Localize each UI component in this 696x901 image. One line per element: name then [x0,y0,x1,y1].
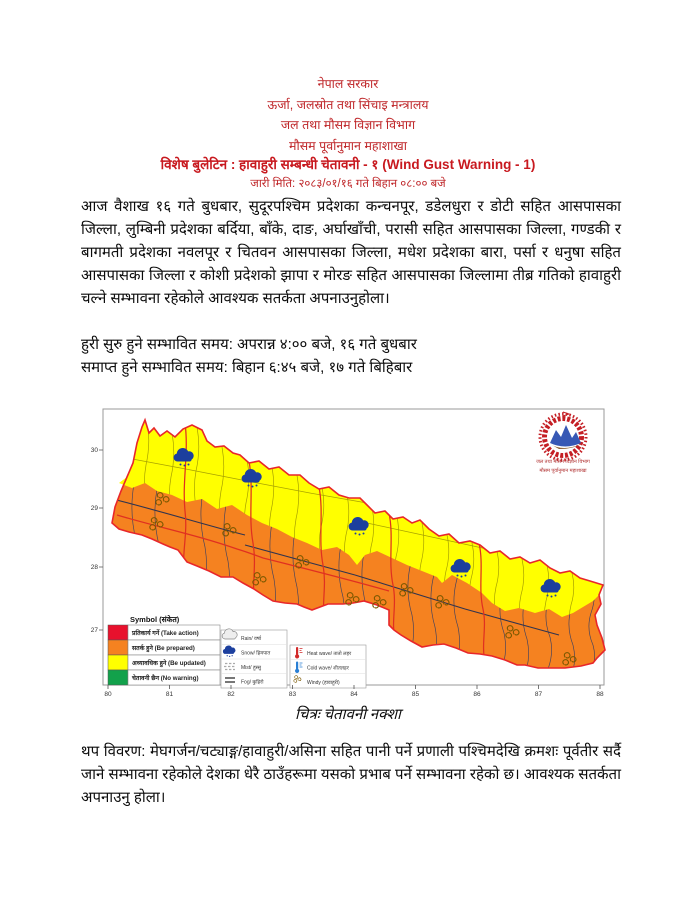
start-time-line: हुरी सुरु हुने सम्भावित समय: अपरान्न ४:०० बजे, १६ गते बुधबार [81,336,417,353]
svg-text:Windy (हावाहुरी): Windy (हावाहुरी) [307,680,340,686]
svg-text:Fog/ कुहिरो: Fog/ कुहिरो [241,679,264,686]
logo-text-line1: जल तथा मौसम विज्ञान विभाग [536,459,590,465]
x-tick-label: 83 [288,691,297,698]
x-tick-label: 82 [227,691,235,698]
svg-text:Snow/ हिमपात: Snow/ हिमपात [241,650,271,657]
x-tick-label: 88 [596,691,604,698]
org-name-division: मौसम पूर्वानुमान महाशाखा [288,138,407,153]
x-tick-label: 84 [350,691,358,698]
warning-paragraph: आज वैशाख १६ गते बुधबार, सुदूरपश्चिम प्रदेशका कन्चनपूर, डडेलधुरा र डोटी सहित आसपासका जिल्ला, लुम्बिनी प्रदेशका बर्दिया, बाँके, दाङ, अर्घाखाँची, परासी सहित आसपासका जिल्ला, गण्डकी र बागमती प्रदेशका नवलपूर र चितवन आसपासका जिल्ला, मधेश प्रदेशका बारा, पर्सा र धनुषा सहित आसपासका जिल्ला र कोशी प्रदेशको झापा र मोरङ सहित आसपासका जिल्लामा तीब्र गतिको हावाहुरी चल्ने सम्भावना रहेकोले आवश्यक सतर्कता अपनाउनुहोला। [81,198,621,307]
take-action-label: प्रतिकार्य गर्ने (Take action) [132,630,199,637]
end-time-line: समाप्त हुने सम्भावित समय: बिहान ६:४५ बजे, १७ गते बिहिबार [81,359,413,376]
warning-level-legend [108,615,220,685]
x-tick-label: 85 [411,691,420,698]
org-name-government: नेपाल सरकार [317,77,379,91]
y-tick-label: 28 [90,564,98,571]
be-prepared-label: सतर्क हुने (Be prepared) [132,645,195,652]
svg-text:Rain/ वर्षा: Rain/ वर्षा [241,636,262,642]
warning-map [88,403,613,700]
timing-block [81,333,621,379]
be-prepared-swatch [108,640,128,655]
symbol-legend-box2 [290,645,366,688]
x-tick-label: 80 [104,691,112,698]
legend-title: Symbol (संकेत) [130,615,180,624]
logo-text-line2: मौसम पूर्वानुमान महाशाखा [539,468,587,474]
x-tick-label: 87 [534,691,543,698]
no-warning-swatch [108,670,128,685]
be-updated-swatch [108,655,128,670]
take-action-swatch [108,625,128,640]
figure-caption: चित्रः चेतावनी नक्शा [295,707,401,723]
x-tick-label: 86 [473,691,481,698]
issued-date-line: जारी मिति: २०८३/०१/१६ गते बिहान ०८:०० बजे [250,178,446,190]
org-name-department: जल तथा मौसम विज्ञान विभाग [280,118,416,132]
warning-map-figure [88,403,613,700]
svg-text:Cold wave/ शीतलहर: Cold wave/ शीतलहर [307,665,349,672]
x-tick-label: 81 [165,691,174,698]
svg-text:Heat wave/ तातो लहर: Heat wave/ तातो लहर [307,651,352,657]
svg-text:Mist/ हुस्सु: Mist/ हुस्सु [241,665,261,671]
y-tick-label: 27 [90,627,98,634]
be-updated-label: अध्यावधिक हुने (Be updated) [132,660,206,667]
y-tick-label: 30 [90,447,98,454]
additional-details-paragraph: थप विवरण: मेघगर्जन/चट्याङ्ग/हावाहुरी/असिना सहित पानी पर्ने प्रणाली पश्चिमदेखि क्रमशः पूर्वतीर सर्दै जाने सम्भावना रहेकोले देशका धेरै ठाउँहरूमा यसको प्रभाब पर्ने सम्भावना रहेको छ। आवश्यक सतर्कता अपनाउनु होला। [81,743,621,806]
letterhead [0,74,696,156]
y-tick-label: 29 [90,505,98,512]
org-name-ministry: ऊर्जा, जलस्रोत तथा सिंचाइ मन्त्रालय [267,97,429,112]
no-warning-label: चेतावनी छैन (No warning) [132,675,199,682]
bulletin-title: विशेष बुलेटिन : हावाहुरी सम्बन्धी चेतावनी - १ (Wind Gust Warning - 1) [160,157,536,172]
symbol-legend-box1 [221,629,287,688]
